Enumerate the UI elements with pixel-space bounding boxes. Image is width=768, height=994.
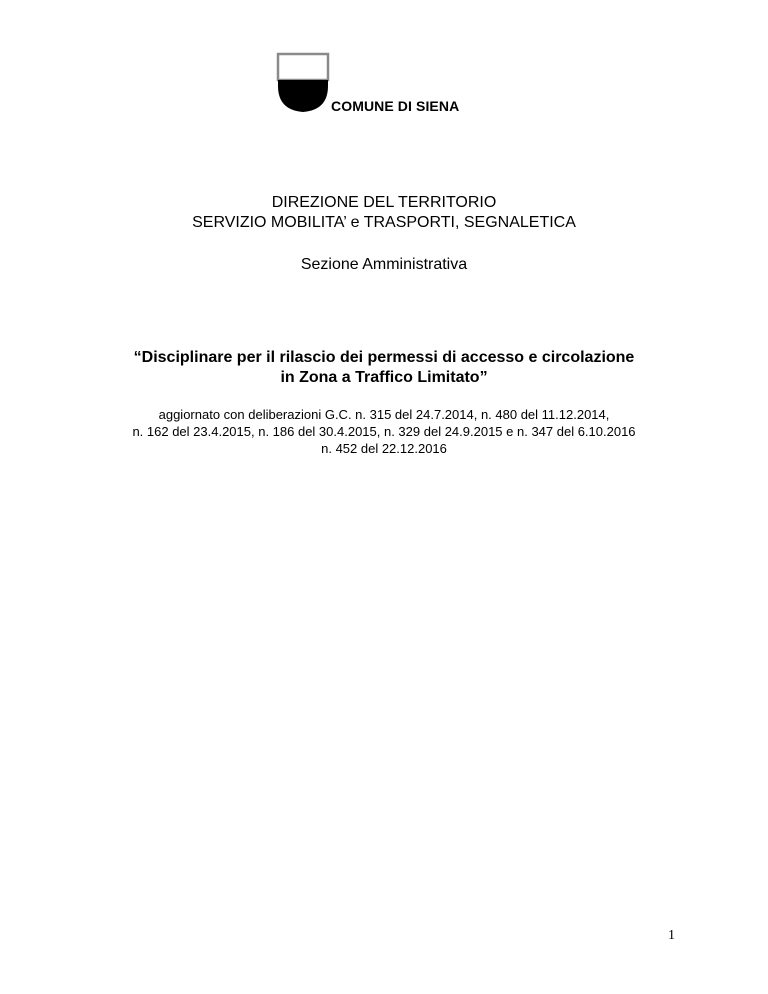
siena-coat-of-arms-icon (276, 52, 330, 114)
section-name: Sezione Amministrativa (300, 256, 468, 273)
amendments-note (0, 406, 768, 457)
department-heading (0, 193, 768, 233)
department-line: SERVIZIO MOBILITA’ e TRASPORTI, SEGNALETICA (192, 214, 576, 231)
amendments-line: n. 452 del 22.12.2016 (321, 441, 447, 456)
municipality-name: COMUNE DI SIENA (331, 98, 460, 114)
amendments-line: n. 162 del 23.4.2015, n. 186 del 30.4.2015, n. 329 del 24.9.2015 e n. 347 del 6.10.2016 (132, 424, 636, 439)
document-title-line: “Disciplinare per il rilascio dei permessi di accesso e circolazione (133, 349, 635, 366)
amendments-line: aggiornato con deliberazioni G.C. n. 315 del 24.7.2014, n. 480 del 11.12.2014, (158, 407, 610, 422)
document-title (0, 348, 768, 388)
document-title-line: in Zona a Traffico Limitato” (280, 369, 488, 386)
page-number: 1 (668, 928, 675, 943)
department-line: DIREZIONE DEL TERRITORIO (271, 194, 497, 211)
